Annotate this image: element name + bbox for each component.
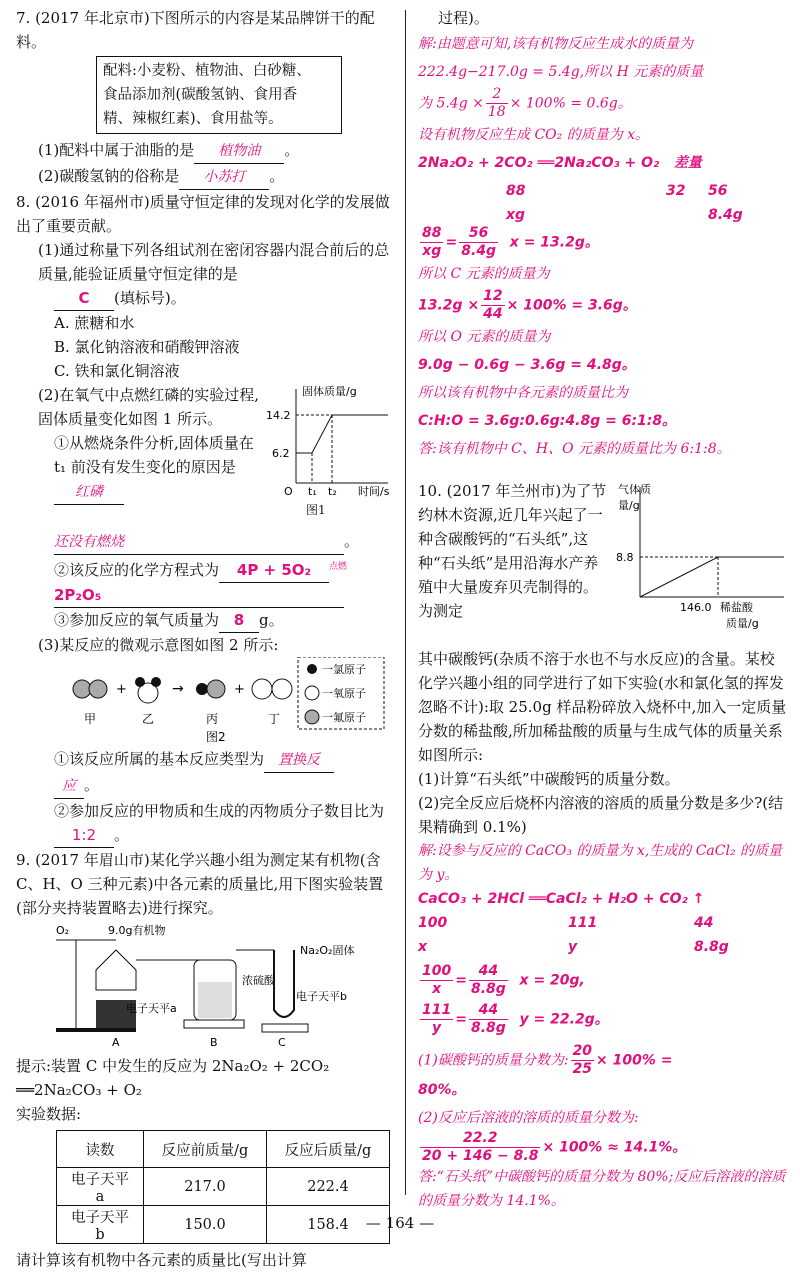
- q7-sub2: (2)碳酸氢钠的俗称是 小苏打 。: [16, 164, 394, 190]
- q8-sub2: (2)在氧气中点燃红磷的实验过程,固体质量变化如图 1 所示。: [38, 386, 260, 428]
- equation-line: 2Na₂O₂ + 2CO₂ ══2Na₂CO₃ + O₂ 差量: [418, 155, 702, 171]
- fig1-ylabel: 固体质量/g: [302, 385, 357, 398]
- svg-text:一氯原子: 一氯原子: [322, 663, 366, 676]
- q8-sub2-q1-answer: 还没有燃烧 。: [16, 529, 394, 555]
- label-bing: 丙: [206, 712, 219, 726]
- q8-sub2-q2-answer: 2P₂O₅: [16, 583, 394, 608]
- label-yi: 乙: [142, 712, 155, 726]
- fig1-caption: 图1: [306, 503, 326, 517]
- q10-sub2: (2)完全反应后烧杯内溶液的溶质的质量分数是多少?(结果精确到 0.1%): [418, 794, 784, 836]
- q8-sub1: (1)通过称量下列各组试剂在密闭容器内混合前后的总质量,能验证质量守恒定律的是: [38, 241, 390, 283]
- equation-ratios: 100 111 44: [418, 915, 714, 931]
- equation-values: x y 8.8g: [418, 939, 729, 955]
- sol-line: 所以 C 元素的质量为: [418, 266, 550, 282]
- svg-text:B: B: [210, 1036, 218, 1049]
- sol-line: (1)碳酸钙的质量分数为: $\frac{20}{25}$ × 100% =: [418, 1043, 673, 1077]
- box-line: 精、辣椒红素)、食用盐等。: [103, 111, 283, 127]
- svg-text:+: +: [234, 682, 245, 697]
- ingredient-box: [96, 56, 342, 134]
- q10-stem-cont: 其中碳酸钙(杂质不溶于水也不与水反应)的含量。某校化学兴趣小组的同学进行了如下实验(水和氯化氢的挥发忽略不计):取 25.0g 样品粉碎放入烧杯中,加入一定质量分数的稀盐酸,所加稀盐酸的质量与生成气体的质量关系如图所示:: [418, 650, 787, 764]
- q8-sub2-q1: ①从燃烧条件分析,固体质量在 t₁ 前没有发生变化的原因是红磷: [16, 431, 264, 505]
- q8-stem: 8. (2016 年福州市)质量守恒定律的发现对化学的发展做出了重要贡献。: [16, 193, 390, 235]
- svg-text:稀盐酸: 稀盐酸: [720, 601, 753, 614]
- fig1-t1: t₁: [308, 485, 317, 498]
- q7-stem: 7. (2017 年北京市)下图所示的内容是某品牌饼干的配料。: [16, 9, 375, 51]
- label-ding: 丁: [268, 712, 281, 726]
- q8-sub3-q2: ②参加反应的甲物质和生成的丙物质分子数目比为1:2 。: [16, 799, 394, 848]
- sol-line: C:H:O = 3.6g:0.6g:4.8g = 6:1:8。: [418, 413, 677, 429]
- sol-line: 80%。: [418, 1082, 466, 1098]
- table-header-row: 读数 反应前质量/g 反应后质量/g: [57, 1131, 390, 1168]
- sol-line: 9.0g − 0.6g − 3.6g = 4.8g。: [418, 357, 636, 373]
- svg-text:一氧原子: 一氧原子: [322, 687, 366, 700]
- q8-sub2-q3: ③参加反应的氧气质量为 8 g。: [16, 608, 394, 633]
- label-jia: 甲: [84, 712, 97, 726]
- svg-text:量/g: 量/g: [618, 499, 640, 512]
- fig1-t2: t₂: [328, 485, 337, 498]
- sol-line: 为 5.4g × $\frac{2}{18}$ × 100% = 0.6g。: [418, 86, 632, 120]
- sol-line: 所以 O 元素的质量为: [418, 329, 551, 345]
- svg-text:A: A: [112, 1036, 120, 1049]
- equation-values: xg 8.4g: [506, 207, 743, 223]
- sol-line: 解:设参与反应的 CaCO₃ 的质量为 x,生成的 CaCl₂ 的质量为 y。: [418, 843, 783, 883]
- svg-text:+: +: [116, 682, 127, 697]
- option-a: A. 蔗糖和水: [54, 314, 135, 332]
- q10-stem: 10. (2017 年兰州市)为了节约林木资源,近几年兴起了一种含碳酸钙的“石头纸”,这种“石头纸”是用沿海水产养殖中大量废弃贝壳制得的。为测定: [418, 482, 607, 620]
- q9-ask: 请计算该有机物中各元素的质量比(写出计算: [16, 1251, 307, 1269]
- answer: 红磷: [54, 480, 124, 505]
- q10-stem-block: [418, 479, 788, 647]
- box-line: 食品添加剂(碳酸氢钠、食用香: [103, 87, 298, 103]
- svg-text:146.0: 146.0: [680, 601, 712, 614]
- mass-line: [296, 415, 388, 453]
- figure-2-molecules: [16, 657, 386, 745]
- svg-text:气体质: 气体质: [618, 483, 651, 496]
- option-c: C. 铁和氯化铜溶液: [54, 362, 180, 380]
- table-row: 电子天平 a 217.0 222.4: [57, 1168, 390, 1206]
- sol-line: 答:该有机物中 C、H、O 元素的质量比为 6:1:8。: [418, 441, 731, 457]
- q9-hint-cont: ══2Na₂CO₃ + O₂: [16, 1081, 142, 1099]
- q8-sub3-q1: ①该反应所属的基本反应类型为 置换反: [16, 747, 394, 773]
- svg-text:浓硫酸: 浓硫酸: [242, 974, 275, 987]
- q8-sub2-block: [16, 383, 394, 529]
- q9-stem: 9. (2017 年眉山市)某化学兴趣小组为测定某有机物(含 C、H、O 三种元素)中各元素的质量比,用下图实验装置(部分夹持装置略去)进行探究。: [16, 851, 384, 917]
- svg-text:质量/g: 质量/g: [726, 617, 759, 630]
- sol-line: (2)反应后溶液的溶质的质量分数为:: [418, 1110, 639, 1126]
- fig1-y0: 6.2: [272, 447, 290, 460]
- q9-ask-cont: 过程)。: [438, 9, 489, 27]
- option-b: B. 氯化钠溶液和硝酸钾溶液: [54, 338, 240, 356]
- right-column: [418, 6, 788, 1213]
- q10-solution: [418, 839, 788, 1213]
- answer: 植物油: [194, 139, 284, 164]
- svg-text:电子天平b: 电子天平b: [296, 990, 347, 1003]
- svg-text:9.0g有机物: 9.0g有机物: [108, 924, 166, 937]
- answer: 小苏打: [179, 165, 269, 190]
- q8-sub1-answer: C (填标号)。: [16, 286, 394, 311]
- q8-sub2-q2: ②该反应的化学方程式为 4P + 5O₂ $^{点燃}$: [16, 555, 394, 583]
- svg-text:8.8: 8.8: [616, 551, 634, 564]
- svg-text:O₂: O₂: [56, 924, 70, 937]
- svg-text:电子天平a: 电子天平a: [126, 1002, 177, 1015]
- equation-ratios: 88 32 56: [506, 183, 728, 199]
- sol-line: 设有机物反应生成 CO₂ 的质量为 x。: [418, 127, 650, 143]
- q8-sub3-q1-cont: 应 。: [16, 773, 394, 799]
- q9-data-title: 实验数据:: [16, 1105, 82, 1123]
- sol-line: 解:由题意可知,该有机物反应生成水的质量为 222.4g−217.0g = 5.4g,所以 H 元素的质量: [418, 36, 704, 80]
- svg-text:C: C: [278, 1036, 286, 1049]
- svg-text:一氟原子: 一氟原子: [322, 711, 366, 724]
- fig1-xlabel: 时间/s: [358, 485, 390, 498]
- q10-chart: [614, 479, 790, 639]
- table-row: 电子天平 b 150.0 158.4: [57, 1206, 390, 1244]
- q7-sub1: (1)配料中属于油脂的是 植物油 。: [16, 138, 394, 164]
- q9-solution: [418, 30, 788, 463]
- column-divider: [405, 10, 406, 1195]
- box-line: 配料:小麦粉、植物油、白砂糖、: [103, 63, 311, 79]
- page-number: — 164 —: [365, 1214, 435, 1232]
- fig2-caption: 图2: [206, 730, 226, 744]
- sol-line: $\frac{22.2}{20 + 146 - 8.8}$ × 100% ≈ 14.1%。: [422, 1130, 687, 1164]
- q9-hint: 提示:装置 C 中发生的反应为 2Na₂O₂ + 2CO₂: [16, 1057, 330, 1075]
- q8-sub3: (3)某反应的微观示意图如图 2 所示:: [38, 636, 279, 654]
- ratio-line: $\frac{111}{y}$ = $\frac{44}{8.8g}$ y = 22.2g。: [422, 1002, 609, 1036]
- fig1-origin: O: [284, 485, 293, 498]
- figure-2-micro: [16, 657, 394, 747]
- sol-line: 13.2g × $\frac{12}{44}$ × 100% = 3.6g。: [418, 288, 637, 322]
- sol-line: 答:“石头纸”中碳酸钙的质量分数为 80%;反应后溶液的溶质的质量分数为 14.1%。: [418, 1169, 786, 1209]
- q9-apparatus-figure: [16, 920, 386, 1050]
- ratio-line: $\frac{88}{xg}$ = $\frac{56}{8.4g}$ x = 13.2g。: [422, 225, 599, 259]
- figure-1-chart: [266, 383, 396, 498]
- left-column: [16, 6, 394, 1272]
- fig1-y1: 14.2: [266, 409, 291, 422]
- sol-line: 所以该有机物中各元素的质量比为: [418, 385, 628, 401]
- svg-text:→: →: [172, 681, 184, 697]
- ratio-line: $\frac{100}{x}$ = $\frac{44}{8.8g}$ x = 20g,: [422, 963, 585, 997]
- q10-sub1: (1)计算“石头纸”中碳酸钙的质量分数。: [418, 770, 680, 788]
- equation-line: CaCO₃ + 2HCl ══CaCl₂ + H₂O + CO₂ ↑: [418, 891, 705, 907]
- svg-text:Na₂O₂固体: Na₂O₂固体: [300, 944, 355, 957]
